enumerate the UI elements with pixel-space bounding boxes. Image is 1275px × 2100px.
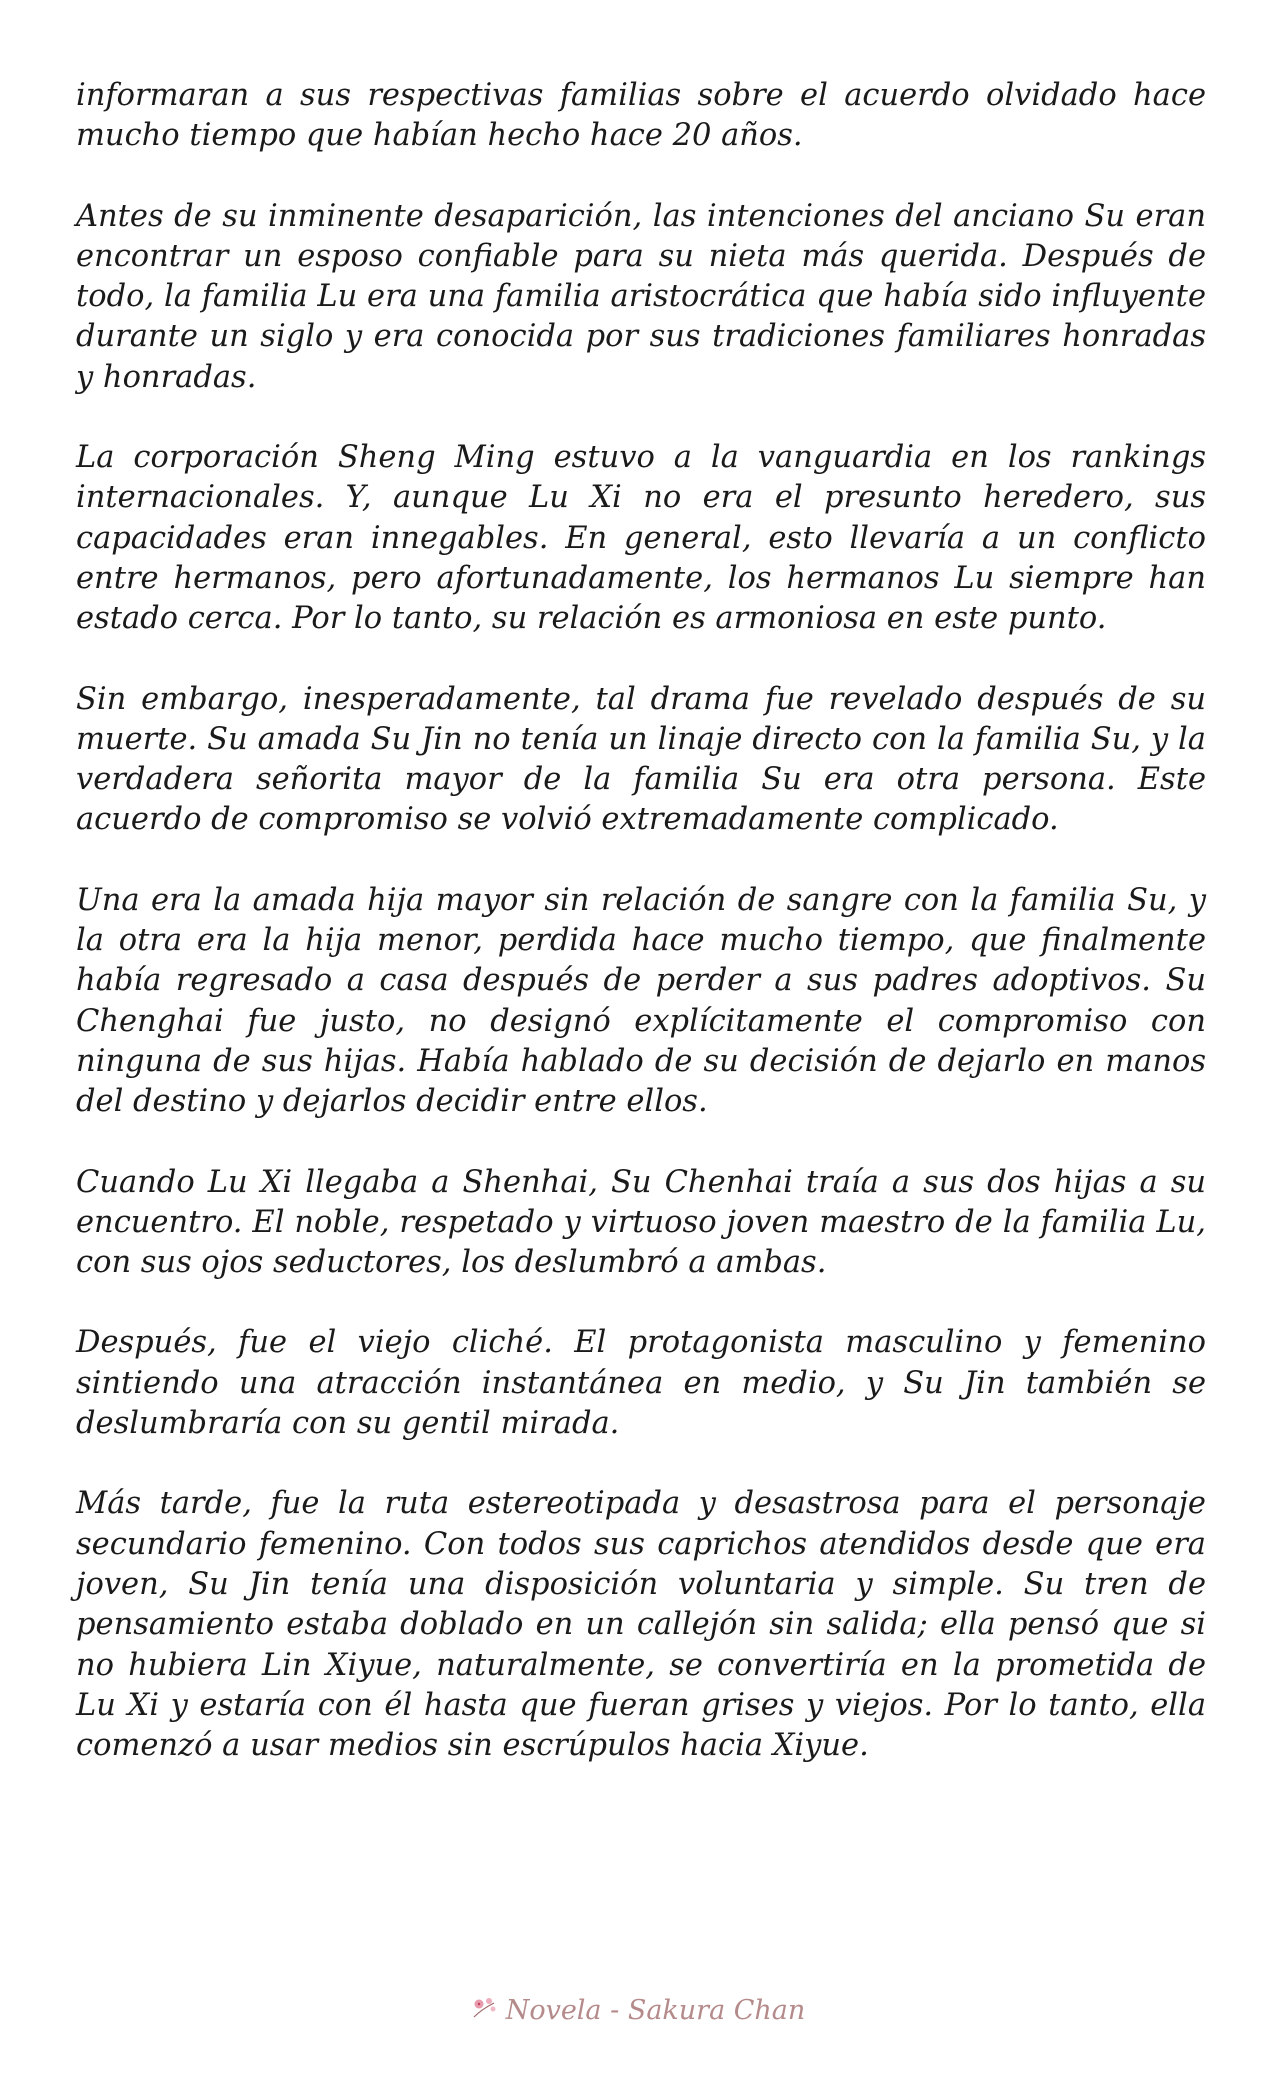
paragraph-5: Una era la amada hija mayor sin relación de sangre con la familia Su, y la otra era la hija menor, perdida hace mucho tiempo, que finalmente había regresado a casa después de perder a sus padres adoptivos. Su Chenghai fue justo, no designó explícitamente el compromiso con ninguna de sus hijas. Había hablado de su decisión de dejarlo en manos del destino y dejarlos decidir entre ellos. bbox=[76, 882, 1206, 1120]
paragraph-4: Sin embargo, inesperadamente, tal drama fue revelado después de su muerte. Su amada Su Jin no tenía un linaje directo con la familia Su, y la verdadera señorita mayor de la familia Su era otra persona. Este acuerdo de compromiso se volvió extremadamente complicado. bbox=[76, 681, 1206, 838]
footer-text: Novela - Sakura Chan bbox=[505, 1995, 806, 2026]
sakura-flower-icon bbox=[470, 1995, 500, 2021]
paragraph-7: Después, fue el viejo cliché. El protagonista masculino y femenino sintiendo una atracción instantánea en medio, y Su Jin también se deslumbraría con su gentil mirada. bbox=[76, 1325, 1206, 1442]
watermark-footer bbox=[0, 1995, 1275, 2026]
paragraph-6: Cuando Lu Xi llegaba a Shenhai, Su Chenhai traía a sus dos hijas a su encuentro. El noble, respetado y virtuoso joven maestro de la familia Lu, con sus ojos seductores, los deslumbró a ambas. bbox=[76, 1164, 1206, 1281]
paragraph-2: Antes de su inminente desaparición, las intenciones del anciano Su eran encontrar un esposo confiable para su nieta más querida. Después de todo, la familia Lu era una familia aristocrática que había sido influyente durante un siglo y era conocida por sus tradiciones familiares honradas y honradas. bbox=[76, 198, 1206, 395]
document-body bbox=[76, 76, 1206, 1806]
paragraph-3: La corporación Sheng Ming estuvo a la vanguardia en los rankings internacionales. Y, aunque Lu Xi no era el presunto heredero, sus capacidades eran innegables. En general, esto llevaría a un conflicto entre hermanos, pero afortunadamente, los hermanos Lu siempre han estado cerca. Por lo tanto, su relación es armoniosa en este punto. bbox=[76, 440, 1206, 637]
paragraph-8: Más tarde, fue la ruta estereotipada y desastrosa para el personaje secundario femenino. Con todos sus caprichos atendidos desde que era joven, Su Jin tenía una disposición voluntaria y simple. Su tren de pensamiento estaba doblado en un callejón sin salida; ella pensó que si no hubiera Lin Xiyue, naturalmente, se convertiría en la prometida de Lu Xi y estaría con él hasta que fueran grises y viejos. Por lo tanto, ella comenzó a usar medios sin escrúpulos hacia Xiyue. bbox=[76, 1486, 1206, 1764]
paragraph-1: informaran a sus respectivas familias sobre el acuerdo olvidado hace mucho tiempo que habían hecho hace 20 años. bbox=[76, 78, 1206, 154]
